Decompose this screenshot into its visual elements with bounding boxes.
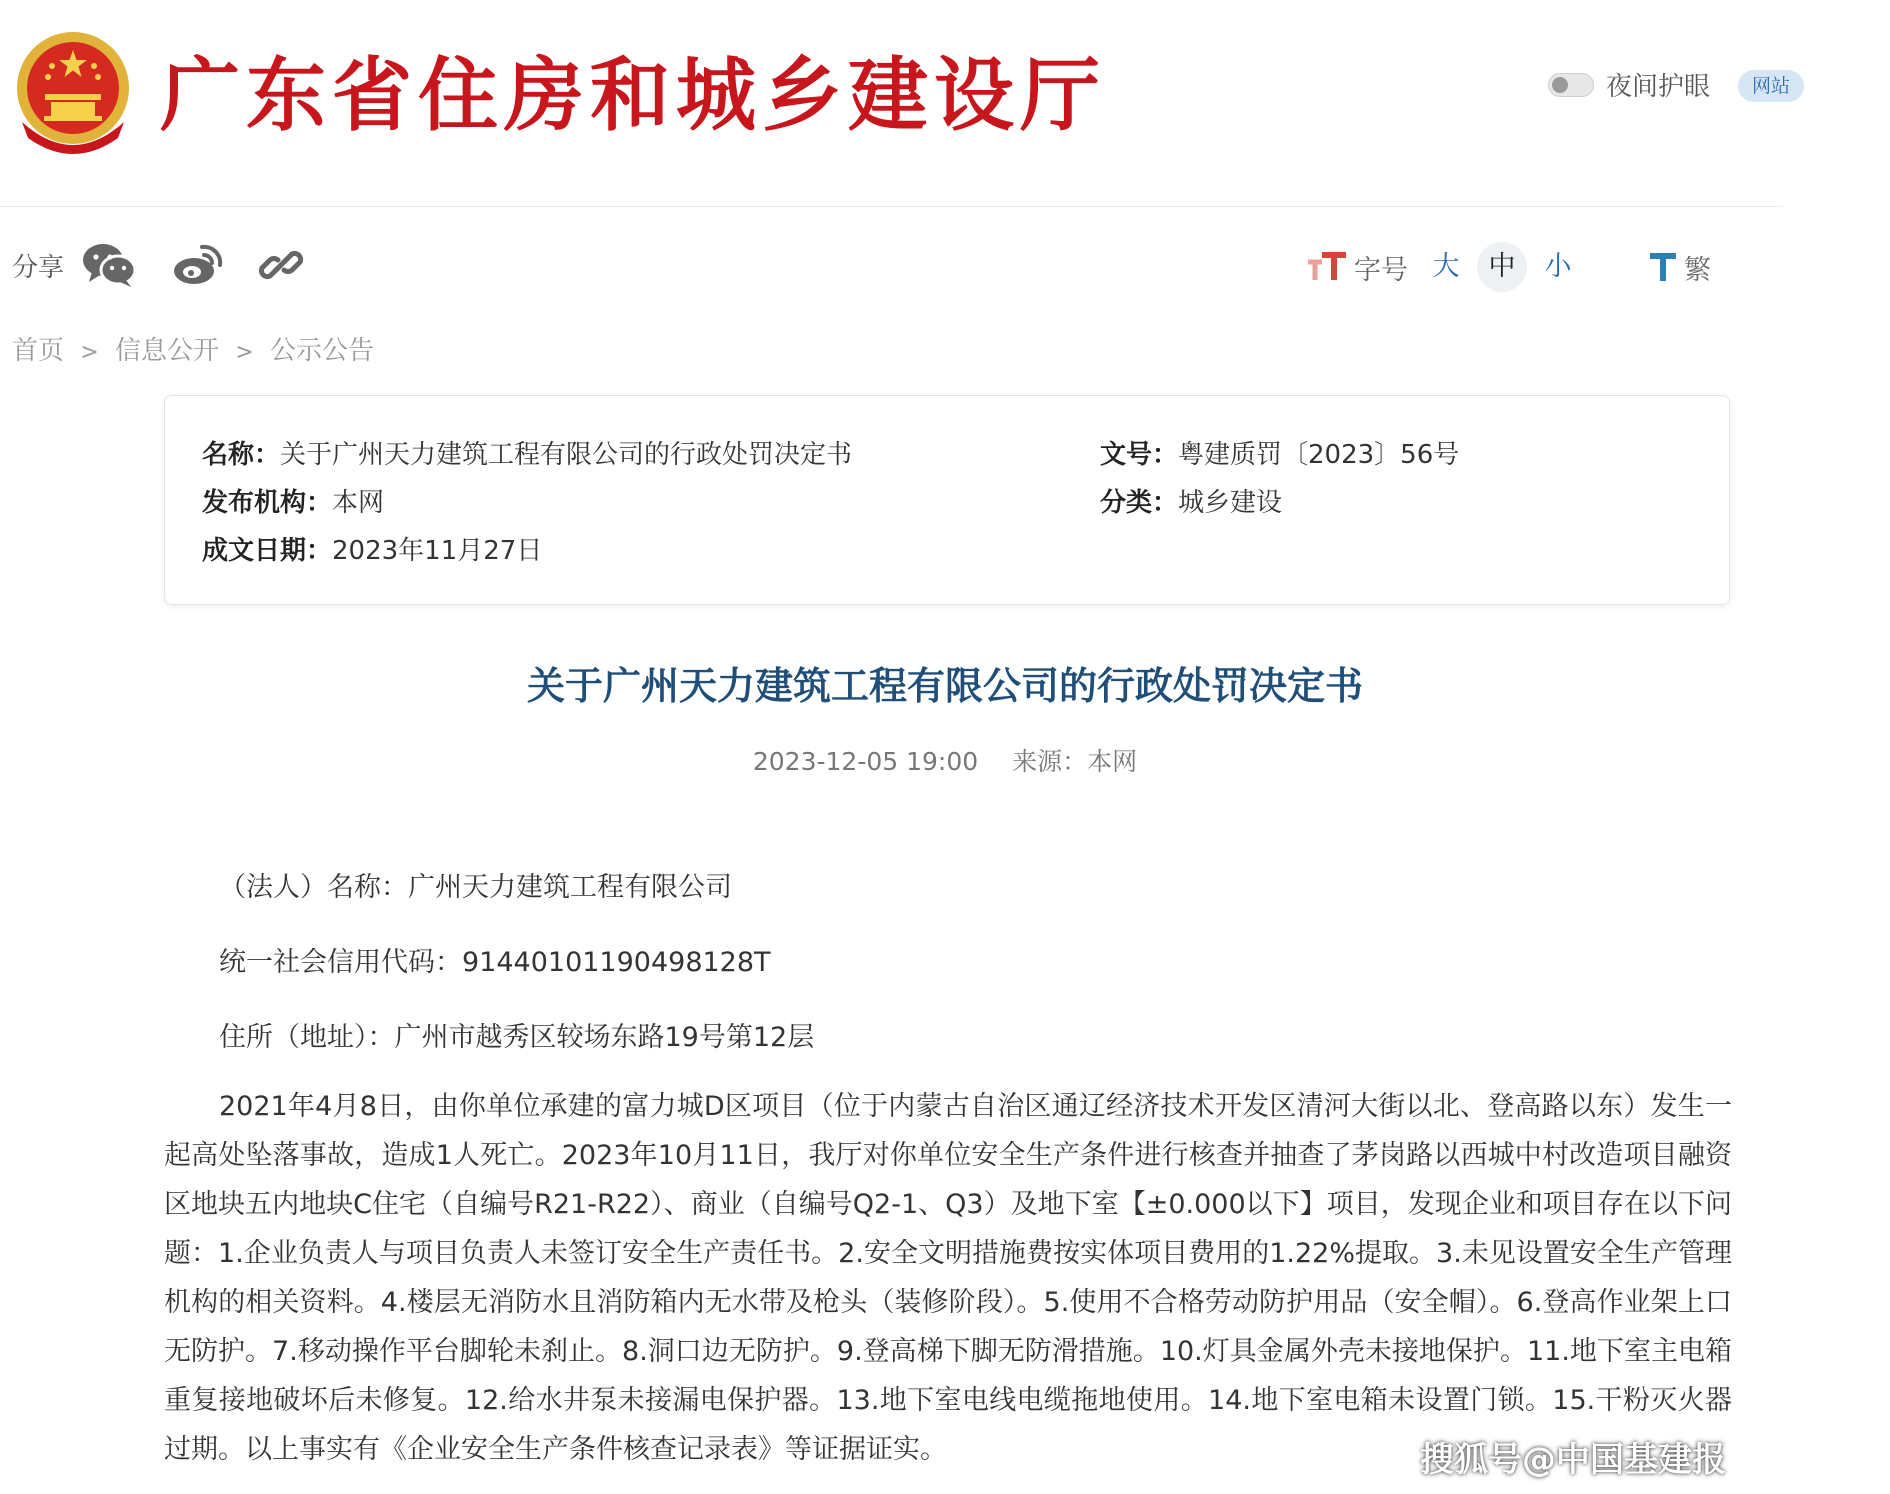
article-source: 来源：本网 xyxy=(1012,747,1138,776)
font-size-icon xyxy=(1306,252,1348,282)
weibo-icon[interactable] xyxy=(172,243,224,287)
document-info-box xyxy=(164,395,1730,605)
info-category-label: 分类： xyxy=(1100,488,1179,518)
info-doc-number-value: 粤建质罚〔2023〕56号 xyxy=(1178,440,1460,470)
national-emblem-icon[interactable] xyxy=(12,30,134,158)
breadcrumb xyxy=(12,330,374,367)
font-size-label: 字号 xyxy=(1354,254,1408,286)
breadcrumb-separator: > xyxy=(235,340,254,365)
toggle-switch[interactable] xyxy=(1548,73,1594,97)
share-bar xyxy=(12,242,338,288)
traditional-chinese-icon[interactable] xyxy=(1648,252,1678,282)
breadcrumb-info-disclosure[interactable]: 信息公开 xyxy=(114,336,219,366)
share-label: 分享 xyxy=(12,252,65,283)
site-header xyxy=(0,0,1791,207)
info-date-value: 2023年11月27日 xyxy=(332,536,543,566)
article-paragraph: 2021年4月8日，由你单位承建的富力城D区项目（位于内蒙古自治区通辽经济技术开发区清河大街以北、登高路以东）发生一起高处坠落事故，造成1人死亡。2023年10月11日，我厅对你单位安全生产条件进行核查并抽查了茅岗路以西城中村改造项目融资区地块五内地块C住宅（自编号R21-R22）、商业（自编号Q2-1、Q3）及地下室【±0.000以下】项目，发现企业和项目存在以下问题：1.企业负责人与项目负责人未签订安全生产责任书。2.安全文明措施费按实体项目费用的1.22%提取。3.未见设置安全生产管理机构的相关资料。4.楼层无消防水且消防箱内无水带及枪头（装修阶段）。5.使用不合格劳动防护用品（安全帽）。6.登高作业架上口无防护。7.移动操作平台脚轮未刹止。8.洞口边无防护。9.登高梯下脚无防滑措施。10.灯具金属外壳未接地保护。11.地下室主电箱重复接地破坏后未修复。12.给水井泵未接漏电保护器。13.地下室电线电缆拖地使用。14.地下室电箱未设置门锁。15.干粉灭火器过期。以上事实有《企业安全生产条件核查记录表》等证据证实。 xyxy=(164,1091,1732,1465)
info-name xyxy=(202,434,852,471)
info-name-value: 关于广州天力建筑工程有限公司的行政处罚决定书 xyxy=(280,440,853,470)
link-icon[interactable] xyxy=(260,244,302,286)
breadcrumb-home[interactable]: 首页 xyxy=(12,336,65,366)
article-paragraph: 住所（地址）：广州市越秀区较场东路19号第12层 xyxy=(219,1022,815,1053)
watermark: 搜狐号@中国基建报 xyxy=(1420,1440,1726,1480)
article-paragraph: 统一社会信用代码：91440101190498128T xyxy=(219,947,771,978)
info-date xyxy=(202,530,542,567)
info-publisher-value: 本网 xyxy=(332,488,385,518)
traditional-chinese-button[interactable]: 繁 xyxy=(1684,254,1711,286)
breadcrumb-separator: > xyxy=(80,340,99,365)
article-datetime: 2023-12-05 19:00 xyxy=(752,747,979,776)
font-size-large-button[interactable]: 大 xyxy=(1432,251,1460,282)
info-doc-number xyxy=(1100,434,1459,471)
night-mode-label: 夜间护眼 xyxy=(1606,72,1711,102)
info-publisher-label: 发布机构： xyxy=(202,488,333,518)
night-mode-toggle[interactable] xyxy=(1548,66,1710,103)
info-doc-number-label: 文号： xyxy=(1100,440,1179,470)
font-size-small-button[interactable]: 小 xyxy=(1544,251,1572,282)
site-badge[interactable]: 网站 xyxy=(1738,70,1804,102)
article-title: 关于广州天力建筑工程有限公司的行政处罚决定书 xyxy=(526,664,1363,708)
font-size-medium-button[interactable]: 中 xyxy=(1477,242,1527,292)
info-category xyxy=(1100,482,1282,519)
info-name-label: 名称： xyxy=(202,440,281,470)
breadcrumb-announcements[interactable]: 公示公告 xyxy=(269,336,374,366)
site-title: 广东省住房和城乡建设厅 xyxy=(160,48,1106,142)
font-tools xyxy=(1306,242,1711,292)
info-publisher xyxy=(202,482,384,519)
wechat-icon[interactable] xyxy=(82,242,136,288)
article-meta xyxy=(0,742,1890,778)
article-paragraph: （法人）名称：广州天力建筑工程有限公司 xyxy=(219,872,732,903)
info-date-label: 成文日期： xyxy=(202,536,333,566)
info-category-value: 城乡建设 xyxy=(1178,488,1283,518)
